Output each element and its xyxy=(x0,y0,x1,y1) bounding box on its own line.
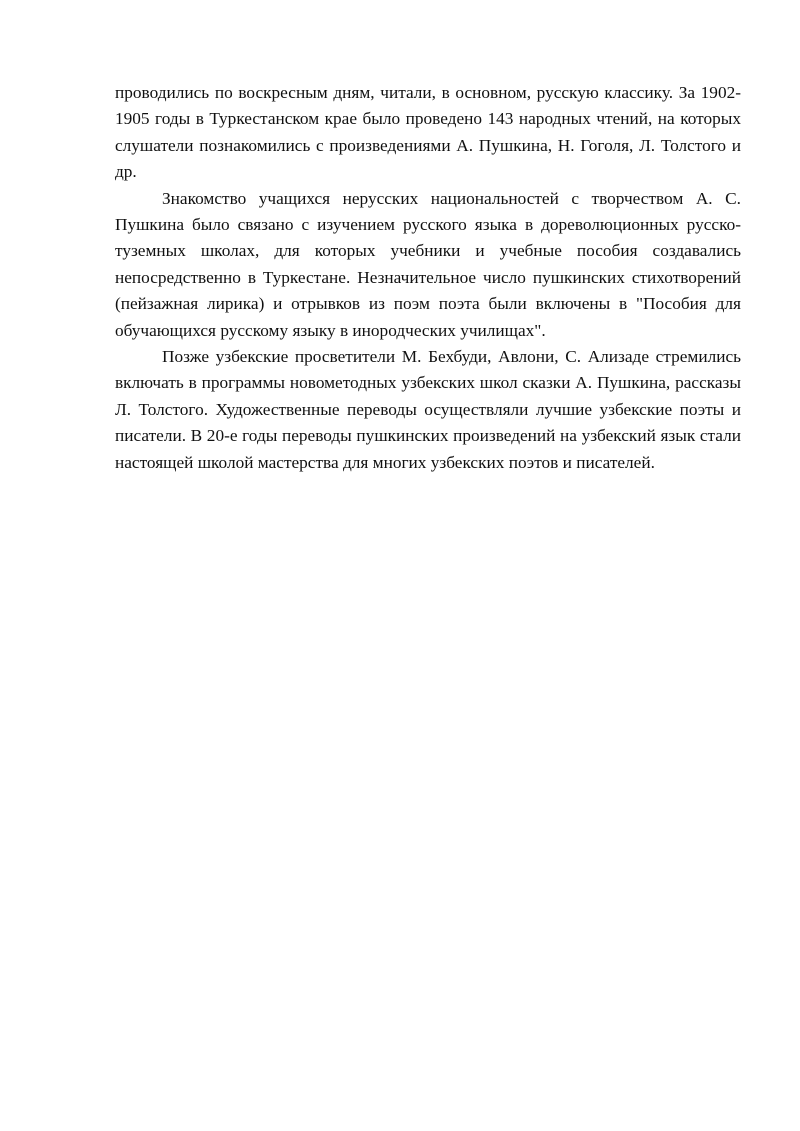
paragraph-pushkin-schools: Знакомство учащихся нерусских национальностей с творчеством А. С. Пушкина было связано с изучением русского языка в дореволюционных русско-туземных школах, для которых учебники и учебные пособия создавались непосредственно в Туркестане. Незначительное число пушкинских стихотворений (пейзажная лирика) и отрывков из поэм поэта были включены в "Пособия для обучающихся русскому языку в инородческих училищах". xyxy=(115,188,741,340)
paragraph-uzbek-translations: Позже узбекские просветители М. Бехбуди, Авлони, С. Ализаде стремились включать в программы новометодных узбекских школ сказки А. Пушкина, рассказы Л. Толстого. Художественные переводы осуществляли лучшие узбекские поэты и писатели. В 20-е годы переводы пушкинских произведений на узбекский язык стали настоящей школой мастерства для многих узбекских поэтов и писателей. xyxy=(115,347,741,472)
paragraph-continuation: проводились по воскресным дням, читали, в основном, русскую классику. За 1902-1905 годы в Туркестанском крае было проведено 143 народных чтений, на которых слушатели познакомились с произведениями А. Пушкина, Н. Гоголя, Л. Толстого и др. xyxy=(115,83,741,182)
body-text xyxy=(115,80,741,476)
